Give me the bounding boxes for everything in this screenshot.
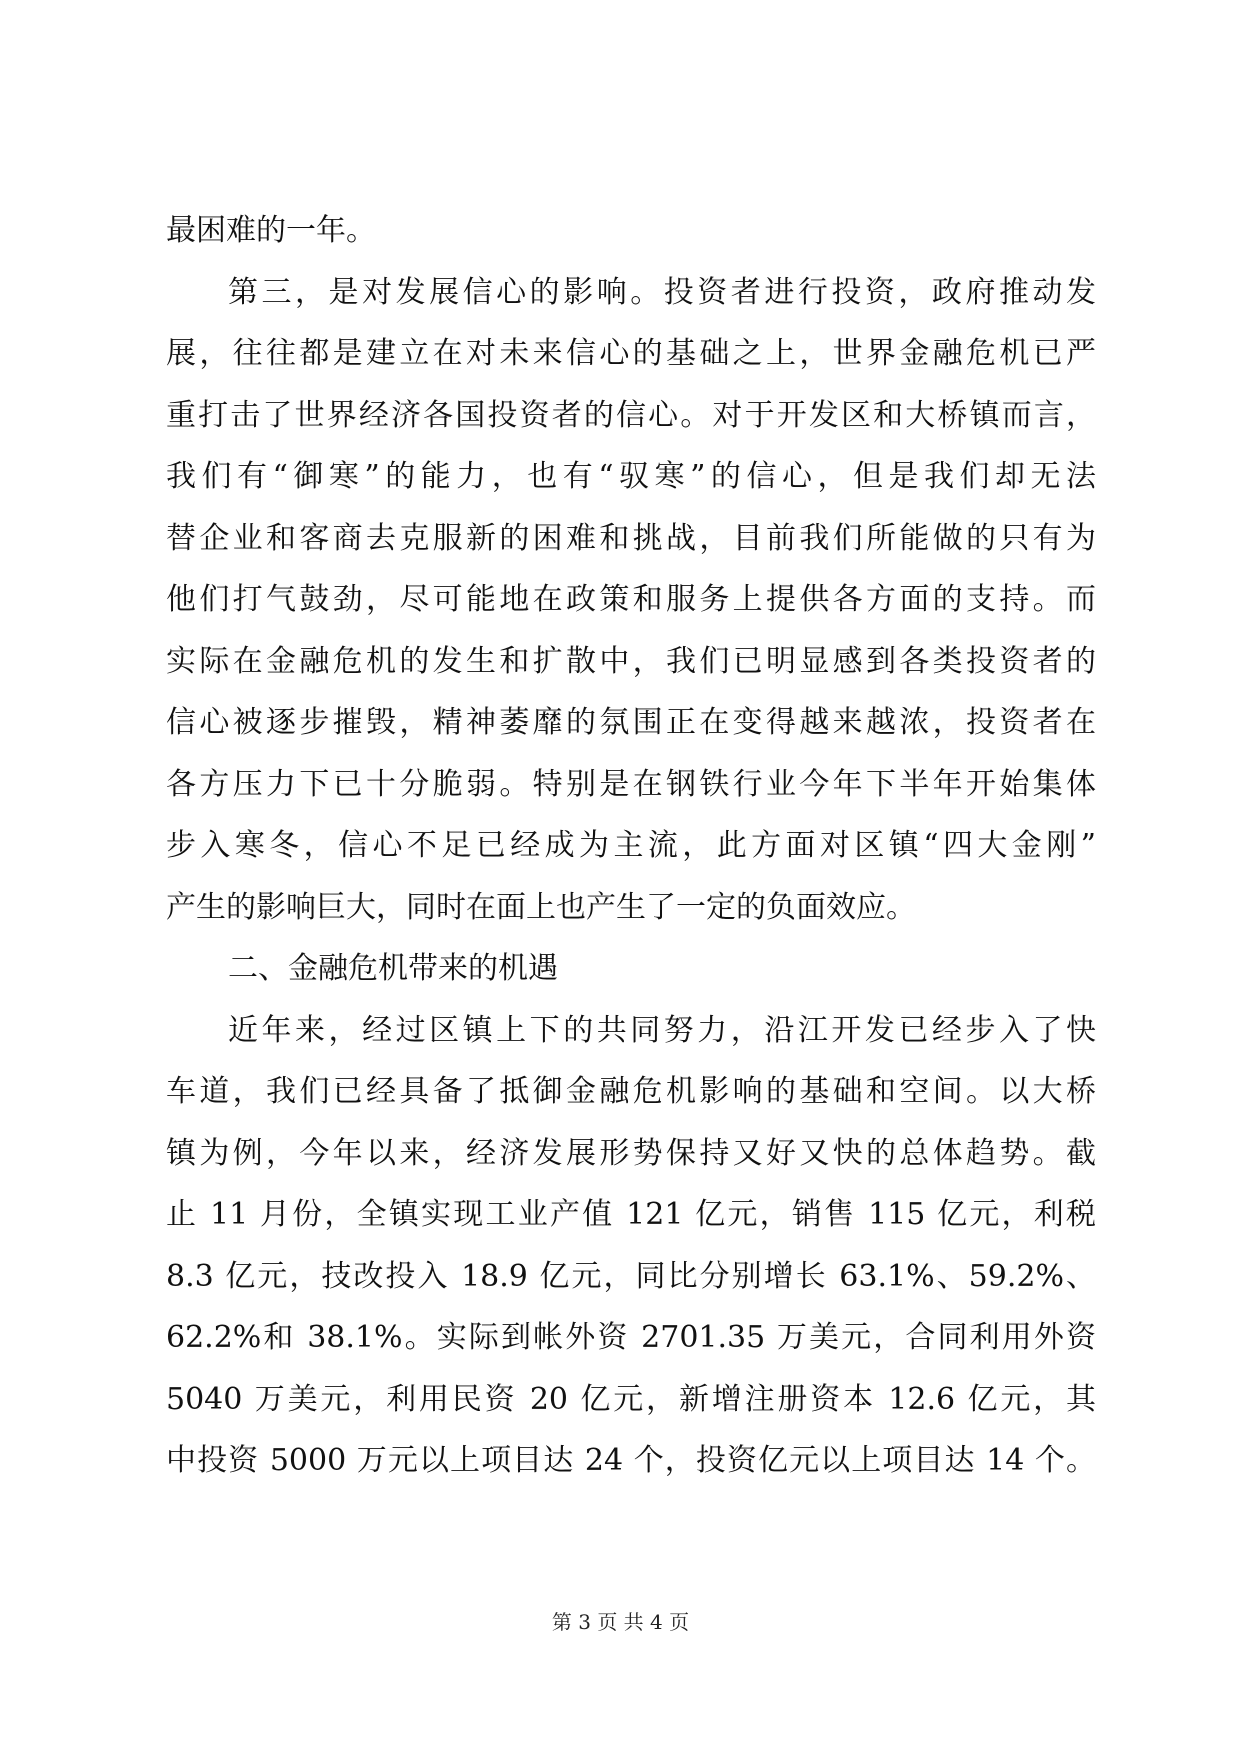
text-line: 产生的影响巨大，同时在面上也产生了一定的负面效应。 [166,889,916,925]
text-line: 镇为例，今年以来，经济发展形势保持又好又快的总体趋势。截 [166,1135,1096,1171]
text-line: 信心被逐步摧毁，精神萎靡的氛围正在变得越来越浓，投资者在 [166,705,1096,740]
page-footer: 第 3 页 共 4 页 [551,1610,690,1634]
text-line: 替企业和客商去克服新的困难和挑战，目前我们所能做的只有为 [166,520,1096,556]
text-line: 止 11 月份，全镇实现工业产值 121 亿元，销售 115 亿元，利税 [166,1197,1096,1232]
text-line: 8.3 亿元，技改投入 18.9 亿元，同比分别增长 63.1%、59.2%、 [166,1258,1096,1294]
text-line: 各方压力下已十分脆弱。特别是在钢铁行业今年下半年开始集体 [166,766,1096,802]
body-text [166,200,1096,1492]
text-line: 我们有“御寒”的能力，也有“驭寒”的信心，但是我们却无法 [166,459,1096,494]
text-line: 二、金融危机带来的机遇 [228,951,558,986]
text-line: 实际在金融危机的发生和扩散中，我们已明显感到各类投资者的 [166,643,1096,679]
text-line: 第三，是对发展信心的影响。投资者进行投资，政府推动发 [228,274,1096,310]
text-line: 步入寒冬，信心不足已经成为主流，此方面对区镇“四大金刚” [166,828,1096,863]
text-line: 他们打气鼓劲，尽可能地在政策和服务上提供各方面的支持。而 [166,582,1096,617]
text-line: 近年来，经过区镇上下的共同努力，沿江开发已经步入了快 [228,1012,1096,1048]
text-line: 5040 万美元，利用民资 20 亿元，新增注册资本 12.6 亿元，其 [166,1381,1096,1417]
text-line: 重打击了世界经济各国投资者的信心。对于开发区和大桥镇而言， [166,397,1096,433]
text-line: 车道，我们已经具备了抵御金融危机影响的基础和空间。以大桥 [166,1074,1096,1109]
text-line: 最困难的一年。 [166,213,376,248]
text-line: 展，往往都是建立在对未来信心的基础之上，世界金融危机已严 [166,336,1096,371]
text-line: 62.2%和 38.1%。实际到帐外资 2701.35 万美元，合同利用外资 [166,1320,1096,1355]
text-line: 中投资 5000 万元以上项目达 24 个，投资亿元以上项目达 14 个。 [166,1443,1096,1478]
